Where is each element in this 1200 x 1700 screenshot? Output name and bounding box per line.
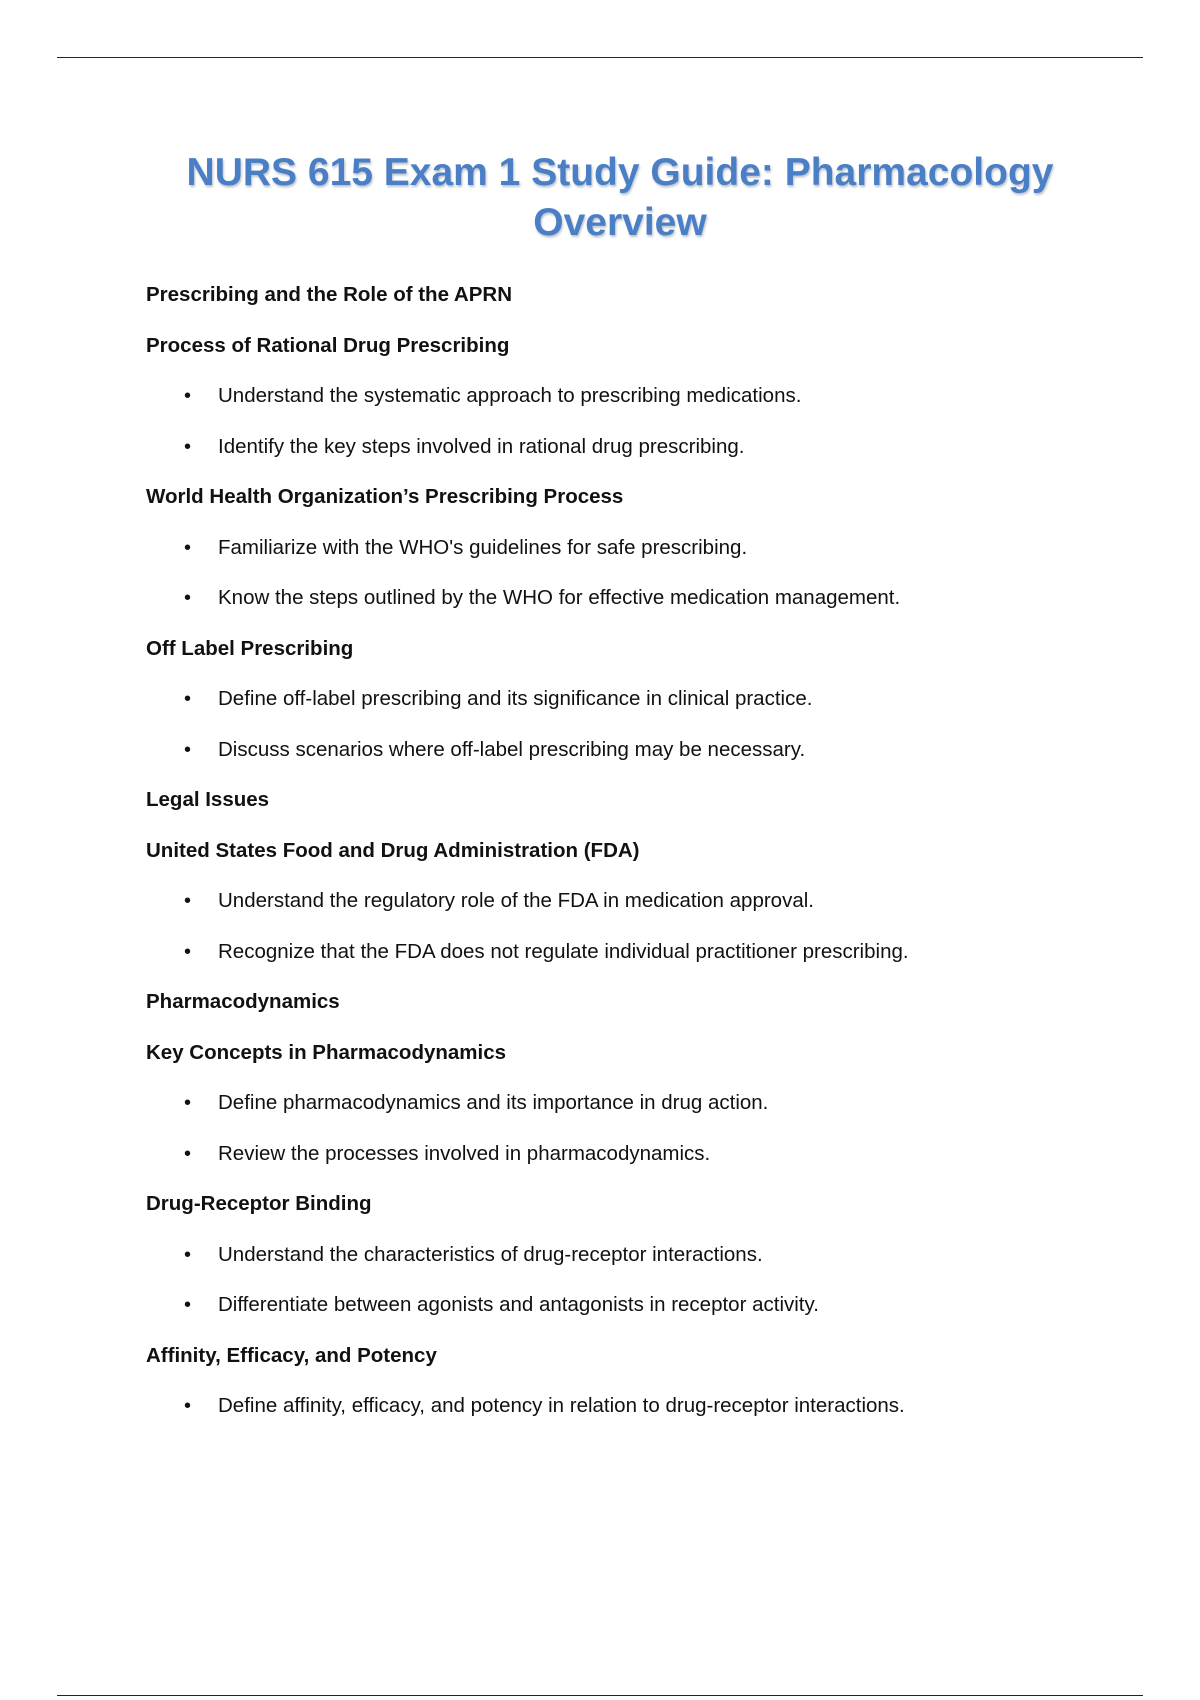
bullet-item bbox=[146, 1289, 1106, 1340]
section-heading: Prescribing and the Role of the APRN bbox=[146, 283, 513, 306]
bullet-text: Know the steps outlined by the WHO for effective medication management. bbox=[218, 586, 901, 609]
bullet-icon: • bbox=[184, 890, 192, 912]
bullet-icon: • bbox=[184, 688, 192, 710]
bullet-item bbox=[146, 582, 1106, 633]
bullet-item bbox=[146, 885, 1106, 936]
bullet-text: Define pharmacodynamics and its importance in drug action. bbox=[218, 1091, 769, 1114]
section-heading: Legal Issues bbox=[146, 788, 270, 811]
bullet-text: Recognize that the FDA does not regulate individual practitioner prescribing. bbox=[218, 939, 909, 963]
bullet-item bbox=[146, 380, 1106, 431]
document-body bbox=[146, 279, 1106, 1441]
bullet-icon: • bbox=[184, 587, 192, 609]
bullet-item bbox=[146, 1087, 1106, 1138]
bullet-icon: • bbox=[184, 435, 192, 458]
bullet-icon: • bbox=[184, 536, 192, 559]
bullet-item bbox=[146, 532, 1106, 583]
bullet-text: Understand the regulatory role of the FDA in medication approval. bbox=[218, 889, 814, 912]
section-heading: United States Food and Drug Administration (FDA) bbox=[146, 838, 640, 862]
bullet-icon: • bbox=[184, 738, 192, 761]
bullet-item bbox=[146, 1390, 1106, 1441]
bullet-text: Discuss scenarios where off-label prescribing may be necessary. bbox=[218, 737, 806, 761]
bullet-text: Define affinity, efficacy, and potency in relation to drug-receptor interactions. bbox=[218, 1394, 905, 1417]
bullet-item bbox=[146, 1239, 1106, 1290]
section-heading: Affinity, Efficacy, and Potency bbox=[146, 1343, 437, 1367]
section-heading: Off Label Prescribing bbox=[146, 636, 354, 660]
bullet-item bbox=[146, 734, 1106, 785]
bullet-item bbox=[146, 936, 1106, 987]
bullet-icon: • bbox=[184, 1395, 192, 1417]
bullet-icon: • bbox=[184, 1294, 192, 1316]
bullet-item bbox=[146, 683, 1106, 734]
page-title: NURS 615 Exam 1 Study Guide: Pharmacology Overview bbox=[186, 151, 1054, 244]
top-divider bbox=[57, 57, 1143, 58]
bullet-text: Familiarize with the WHO's guidelines for safe prescribing. bbox=[218, 535, 748, 559]
bullet-icon: • bbox=[184, 940, 192, 963]
bullet-text: Define off-label prescribing and its significance in clinical practice. bbox=[218, 687, 813, 710]
section-heading: Process of Rational Drug Prescribing bbox=[146, 333, 510, 357]
bullet-text: Identify the key steps involved in rational drug prescribing. bbox=[218, 434, 745, 458]
bullet-text: Differentiate between agonists and antagonists in receptor activity. bbox=[218, 1293, 819, 1316]
section-heading: Drug-Receptor Binding bbox=[146, 1192, 372, 1215]
bullet-item bbox=[146, 431, 1106, 482]
bullet-item bbox=[146, 1138, 1106, 1189]
section-heading: Key Concepts in Pharmacodynamics bbox=[146, 1040, 507, 1064]
bullet-icon: • bbox=[184, 1142, 192, 1165]
bullet-text: Understand the characteristics of drug-receptor interactions. bbox=[218, 1242, 763, 1266]
bullet-icon: • bbox=[184, 1092, 192, 1114]
bullet-text: Understand the systematic approach to prescribing medications. bbox=[218, 384, 802, 407]
section-heading: Pharmacodynamics bbox=[146, 990, 340, 1013]
section-heading: World Health Organization’s Prescribing Process bbox=[146, 485, 624, 508]
bottom-divider bbox=[57, 1695, 1143, 1696]
bullet-text: Review the processes involved in pharmacodynamics. bbox=[218, 1141, 711, 1165]
bullet-icon: • bbox=[184, 1243, 192, 1266]
bullet-icon: • bbox=[184, 385, 192, 407]
